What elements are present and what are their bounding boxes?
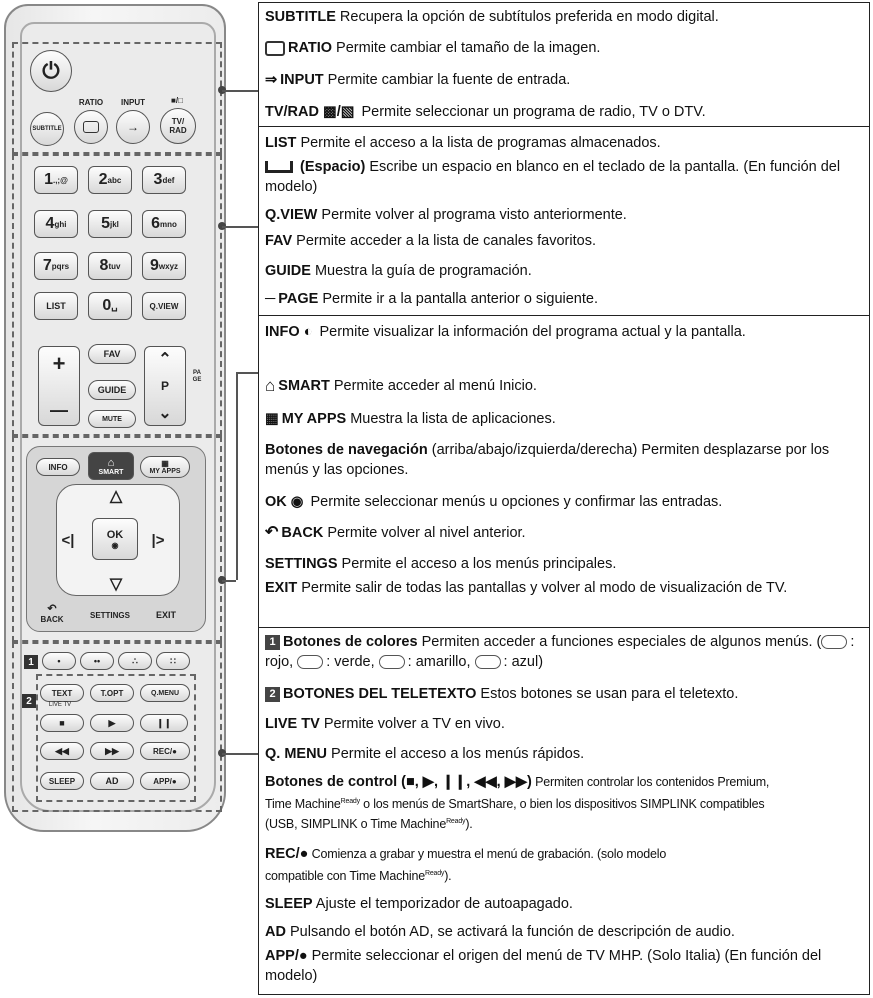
control-glyphs: (■, ▶, ❙❙, ◀◀, ▶▶): [397, 774, 532, 790]
number-button-0[interactable]: [88, 292, 132, 320]
desc-colores: 1 Botones de colores Permiten acceder a funciones especiales de algunos menús. ( : rojo, : verde, : amarillo, : azul): [265, 634, 855, 670]
nav-up-icon[interactable]: △: [109, 488, 123, 505]
digit-letters: abc: [107, 175, 122, 185]
ratio-button[interactable]: [74, 110, 108, 144]
desc-navigation: Botones de navegación (arriba/abajo/izquierda/derecha) Permiten desplazarse por los menús y las opciones.: [265, 442, 830, 478]
input-icon: ⇒: [265, 72, 278, 89]
ratio-icon: [265, 41, 285, 56]
input-label: INPUT: [121, 98, 145, 107]
text-button[interactable]: TEXT: [40, 684, 84, 702]
desc-sleep: SLEEP Ajuste el temporizador de autoapagado.: [265, 896, 573, 912]
color-yellow-icon: [379, 655, 405, 669]
volume-rocker[interactable]: [38, 346, 80, 426]
desc-smart: ⌂ SMART Permite acceder al menú Inicio.: [265, 376, 537, 396]
volume-up-icon: +: [52, 351, 66, 376]
smart-button[interactable]: [88, 452, 134, 480]
ok-icon: ◉: [290, 494, 304, 511]
desc-fav: FAV Permite acceder a la lista de canales favoritos.: [265, 233, 596, 249]
qview-button[interactable]: Q.VIEW: [142, 292, 186, 320]
rewind-button[interactable]: ◀◀: [40, 742, 84, 760]
desc-ad: AD Pulsando el botón AD, se activará la función de descripción de audio.: [265, 924, 735, 940]
desc-myapps: ▦ MY APPS Muestra la lista de aplicaciones.: [265, 411, 556, 428]
volume-minus-icon: —: [50, 400, 68, 420]
power-button[interactable]: ⏻: [30, 50, 72, 92]
desc-rec: REC/● Comienza a grabar y muestra el menú de grabación. (solo modelo: [265, 846, 667, 862]
back-label: BACK: [40, 615, 64, 624]
chevron-down-icon: ⌄: [158, 405, 172, 422]
rec-button[interactable]: REC/●: [140, 742, 190, 760]
desc-page: ─ PAGE Permite ir a la pantalla anterior o siguiente.: [265, 291, 598, 308]
topt-button[interactable]: T.OPT: [90, 684, 134, 702]
digit-letters: ghi: [54, 219, 67, 229]
number-button-2[interactable]: [88, 166, 132, 194]
digit: 5: [101, 215, 110, 232]
channel-rocker[interactable]: [144, 346, 186, 426]
mute-button[interactable]: MUTE: [88, 410, 136, 428]
fav-button[interactable]: FAV: [88, 344, 136, 364]
badge-1: 1: [24, 655, 38, 669]
back-icon: ↶: [265, 524, 279, 542]
fast-forward-button[interactable]: ▶▶: [90, 742, 134, 760]
grid-icon: ▦: [161, 459, 169, 468]
digit-letters: jkl: [110, 219, 119, 229]
desc-exit: EXIT Permite salir de todas las pantallas y volver al modo de visualización de TV.: [265, 580, 788, 596]
livetv-label: LIVE TV: [48, 702, 72, 708]
home-icon: ⌂: [107, 456, 115, 469]
panel-number-buttons: [258, 126, 870, 316]
connector-line: [222, 753, 258, 755]
info-icon: ◐: [303, 324, 313, 341]
digit: 8: [99, 257, 109, 274]
panel-top-buttons: [258, 2, 870, 127]
desc-livetv: LIVE TV Permite volver a TV en vivo.: [265, 716, 505, 732]
number-button-3[interactable]: [142, 166, 186, 194]
digit: 0: [102, 297, 112, 314]
tvrad-top-label: ■/□: [171, 96, 183, 105]
back-icon: ↶: [47, 603, 57, 615]
chevron-up-icon: ⌃: [158, 351, 172, 368]
desc-qview: Q.VIEW Permite volver al programa visto anteriormente.: [265, 207, 627, 223]
digit-letters: .,;@: [52, 175, 68, 185]
digit-letters: tuv: [108, 261, 121, 271]
ok-icon: ◉: [111, 540, 119, 550]
desc-settings: SETTINGS Permite el acceso a los menús principales.: [265, 556, 617, 572]
color-blue-icon: [475, 655, 501, 669]
connector-line: [222, 580, 236, 582]
desc-qmenu: Q. MENU Permite el acceso a los menús rápidos.: [265, 746, 585, 762]
digit-letters: wxyz: [158, 261, 179, 271]
channel-label: P: [160, 379, 169, 393]
digit: 6: [151, 215, 160, 232]
play-button[interactable]: ▶: [90, 714, 134, 732]
panel-navigation: [258, 315, 870, 628]
connector-line: [236, 372, 258, 374]
badge-2: 2: [22, 694, 36, 708]
badge-2: 2: [265, 687, 280, 702]
sleep-button[interactable]: SLEEP: [40, 772, 84, 790]
panel-bottom-buttons: [258, 627, 870, 995]
input-icon: →: [127, 120, 139, 134]
nav-left-icon[interactable]: <|: [61, 532, 75, 549]
smart-label: SMART: [98, 468, 124, 476]
desc-guide: GUIDE Muestra la guía de programación.: [265, 263, 532, 279]
page-label: PAGE: [192, 370, 202, 383]
digit: 7: [42, 257, 52, 274]
qmenu-button[interactable]: Q.MENU: [140, 684, 190, 702]
desc-control-line3: (USB, SIMPLINK o Time Machine$^{Ready}$).: [265, 817, 473, 832]
desc-ratio: RATIO Permite cambiar el tamaño de la imagen.: [265, 38, 865, 58]
number-button-8[interactable]: [88, 252, 132, 280]
digit: 3: [153, 171, 163, 188]
color-green-icon: [297, 655, 323, 669]
pause-button[interactable]: ❙❙: [140, 714, 188, 732]
color-button-green[interactable]: ••: [80, 652, 114, 670]
back-button[interactable]: [30, 600, 74, 626]
digit: 1: [44, 171, 53, 188]
desc-tvrad: TV/RAD ▩/▧ Permite seleccionar un programa de radio, TV o DTV.: [265, 104, 706, 121]
tvrad-button[interactable]: TV/ RAD: [160, 108, 196, 144]
number-button-7[interactable]: [34, 252, 78, 280]
digit-letters: def: [162, 175, 175, 185]
number-button-5[interactable]: [88, 210, 132, 238]
number-button-9[interactable]: [142, 252, 186, 280]
app-button[interactable]: APP/●: [140, 772, 190, 790]
subtitle-button[interactable]: SUBTITLE: [30, 112, 64, 146]
connector-line: [222, 90, 258, 92]
settings-button[interactable]: SETTINGS: [89, 610, 130, 620]
color-red-icon: [821, 635, 847, 649]
color-button-blue[interactable]: ∷: [156, 652, 190, 670]
desc-rec-line2: compatible con Time Machine$^{Ready}$).: [265, 869, 452, 884]
exit-button[interactable]: EXIT: [155, 610, 176, 620]
ok-button[interactable]: [92, 518, 138, 560]
myapps-button[interactable]: [140, 456, 190, 478]
desc-space: (Espacio) Escribe un espacio en blanco en el teclado de la pantalla. (En función del modelo): [265, 159, 841, 195]
page-icon: ─: [265, 291, 276, 308]
desc-control: Botones de control (■, ▶, ❙❙, ◀◀, ▶▶) Permiten controlar los contenidos Premium,: [265, 774, 770, 790]
space-icon: [265, 161, 293, 173]
grid-icon: ▦: [265, 411, 279, 428]
guide-button[interactable]: GUIDE: [88, 380, 136, 400]
number-button-1[interactable]: [34, 166, 78, 194]
desc-info: INFO ◐ Permite visualizar la información del programa actual y la pantalla.: [265, 324, 746, 341]
color-button-red[interactable]: •: [42, 652, 76, 670]
digit-letters: pqrs: [51, 261, 70, 271]
desc-teletexto: 2 BOTONES DEL TELETEXTO Estos botones se usan para el teletexto.: [265, 684, 865, 704]
digit: 9: [149, 257, 159, 274]
desc-ok: OK ◉ Permite seleccionar menús u opciones y confirmar las entradas.: [265, 494, 723, 511]
nav-right-icon[interactable]: |>: [151, 532, 165, 549]
number-button-4[interactable]: [34, 210, 78, 238]
ratio-icon: [83, 121, 99, 133]
desc-list: LIST Permite el acceso a la lista de programas almacenados.: [265, 135, 661, 151]
myapps-label: MY APPS: [149, 468, 181, 475]
desc-back: ↶ BACK Permite volver al nivel anterior.: [265, 524, 526, 542]
color-button-yellow[interactable]: ∴: [118, 652, 152, 670]
stop-button[interactable]: ■: [40, 714, 84, 732]
tvrad-icon: ▩/▧: [323, 104, 355, 121]
digit: 4: [45, 215, 55, 232]
desc-subtitle: SUBTITLE Recupera la opción de subtítulos preferida en modo digital.: [265, 9, 719, 25]
badge-1: 1: [265, 635, 280, 650]
ok-label: OK: [106, 528, 124, 541]
desc-app: APP/● Permite seleccionar el origen del menú de TV MHP. (Solo Italia) (En función del modelo): [265, 948, 822, 984]
connector-line: [222, 226, 258, 228]
number-button-6[interactable]: [142, 210, 186, 238]
home-icon: ⌂: [265, 376, 276, 396]
ad-button[interactable]: AD: [90, 772, 134, 790]
input-button[interactable]: [116, 110, 150, 144]
desc-control-line2: Time Machine$^{Ready}$ o los menús de SmartShare, o bien los dispositivos SIMPLINK compatibles: [265, 797, 765, 812]
list-button[interactable]: LIST: [34, 292, 78, 320]
connector-line: [236, 372, 238, 580]
space-icon: ␣: [111, 300, 118, 312]
nav-down-icon[interactable]: ▽: [109, 576, 123, 593]
digit-letters: mno: [160, 219, 177, 229]
desc-input: ⇒ INPUT Permite cambiar la fuente de entrada.: [265, 72, 571, 89]
digit: 2: [98, 171, 108, 188]
ratio-label: RATIO: [78, 98, 104, 107]
info-button[interactable]: INFO: [36, 458, 80, 476]
